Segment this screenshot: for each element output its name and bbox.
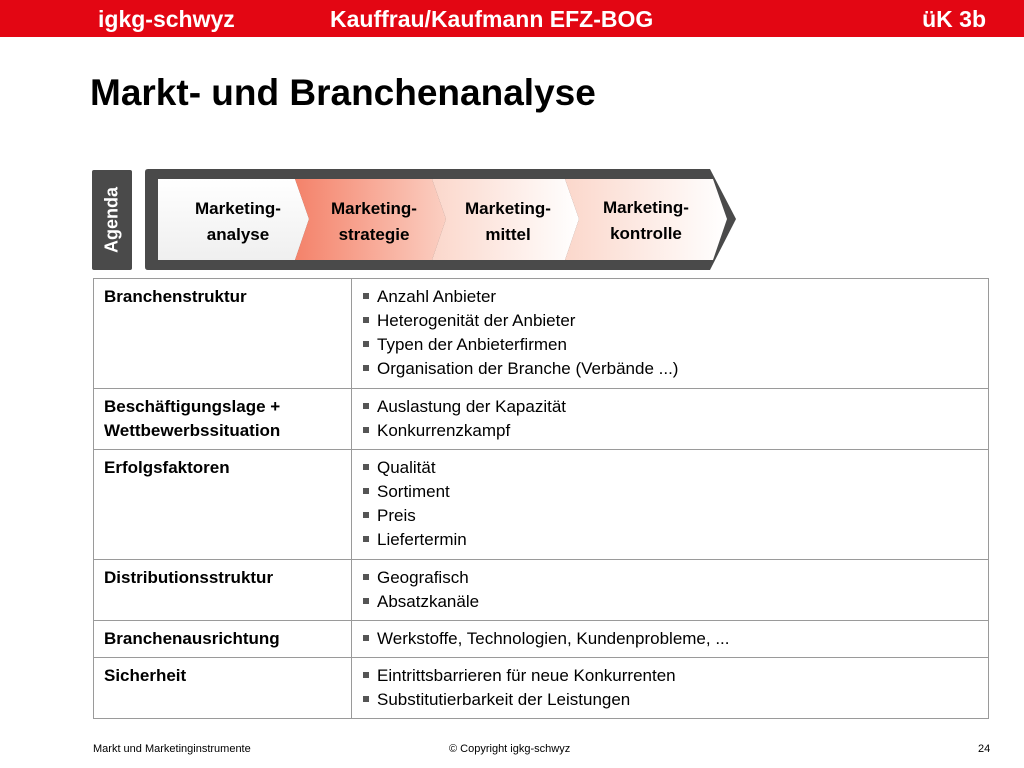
list-item: Qualität: [363, 456, 978, 480]
row-label: Distributionsstruktur: [94, 560, 352, 621]
list-item: Liefertermin: [363, 528, 978, 552]
footer-page-number: 24: [978, 743, 991, 755]
list-item: Substitutierbarkeit der Leistungen: [363, 688, 978, 712]
list-item: Geografisch: [363, 566, 978, 590]
footer-copyright: © Copyright igkg-schwyz: [449, 743, 571, 755]
row-label: Branchenausrichtung: [94, 621, 352, 658]
step-strategie-label: Marketing- strategie: [331, 199, 417, 244]
row-label: Beschäftigungslage + Wettbewerbssituation: [94, 389, 352, 450]
row-label: Erfolgsfaktoren: [94, 450, 352, 560]
table-row: [94, 560, 989, 621]
list-item: Typen der Anbieterfirmen: [363, 333, 978, 357]
table-row: [94, 389, 989, 450]
list-item: Anzahl Anbieter: [363, 285, 978, 309]
list-item: Eintrittsbarrieren für neue Konkurrenten: [363, 664, 978, 688]
row-items: [352, 621, 989, 658]
page-title: Markt- und Branchenanalyse: [90, 72, 596, 113]
agenda-label: Agenda: [101, 186, 122, 254]
table-row: [94, 621, 989, 658]
list-item: Werkstoffe, Technologien, Kundenprobleme, ...: [363, 627, 978, 651]
row-items: [352, 389, 989, 450]
table-row: [94, 450, 989, 560]
analysis-table: [93, 278, 989, 719]
footer-left: Markt und Marketinginstrumente: [93, 743, 251, 755]
step-mittel-label: Marketing- mittel: [465, 199, 551, 244]
row-items: [352, 279, 989, 389]
table-row: [94, 279, 989, 389]
header-org: igkg-schwyz: [98, 6, 235, 32]
list-item: Konkurrenzkampf: [363, 419, 978, 443]
row-label: Sicherheit: [94, 658, 352, 719]
header-module: üK 3b: [922, 6, 986, 32]
table-row: [94, 658, 989, 719]
list-item: Organisation der Branche (Verbände ...): [363, 357, 978, 381]
row-label: Branchenstruktur: [94, 279, 352, 389]
step-analyse-label: Marketing- analyse: [195, 199, 281, 244]
row-items: [352, 560, 989, 621]
list-item: Auslastung der Kapazität: [363, 395, 978, 419]
list-item: Absatzkanäle: [363, 590, 978, 614]
header-course: Kauffrau/Kaufmann EFZ-BOG: [330, 6, 654, 32]
list-item: Sortiment: [363, 480, 978, 504]
list-item: Preis: [363, 504, 978, 528]
header-bar: [0, 0, 1024, 37]
step-kontrolle-label: Marketing- kontrolle: [603, 198, 689, 243]
agenda-tab: [92, 170, 132, 270]
row-items: [352, 658, 989, 719]
list-item: Heterogenität der Anbieter: [363, 309, 978, 333]
row-items: [352, 450, 989, 560]
